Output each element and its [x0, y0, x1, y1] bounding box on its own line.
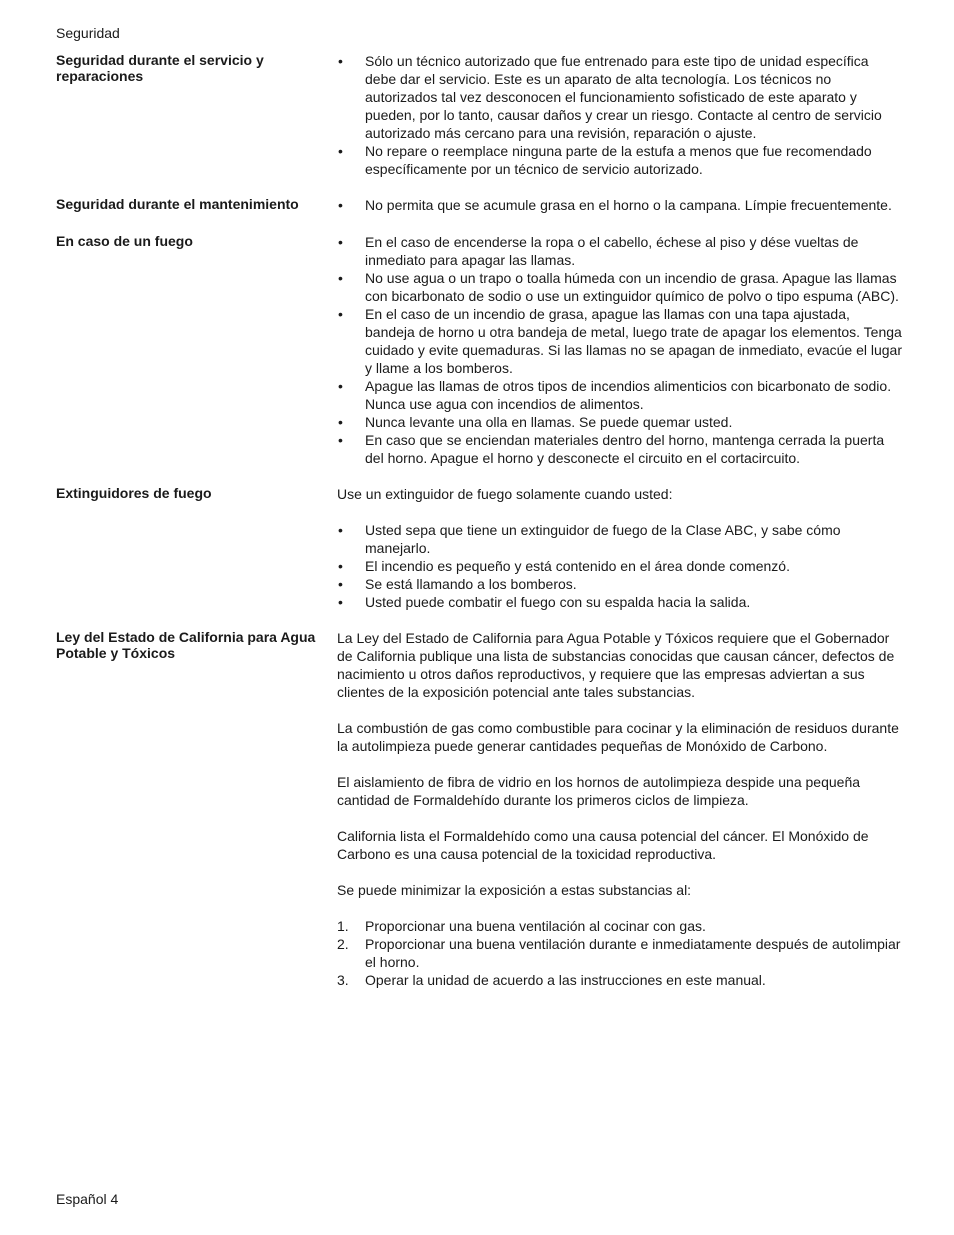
- section-title: Seguridad durante el servicio y reparaciones: [56, 52, 264, 84]
- section-title: Seguridad durante el mantenimiento: [56, 196, 299, 212]
- list-item: 3. Operar la unidad de acuerdo a las instrucciones en este manual.: [337, 972, 766, 988]
- list-item: • Se está llamando a los bomberos.: [338, 576, 577, 592]
- list-item: 2. Proporcionar una buena ventilación durante e inmediatamente después de autolimpiar el horno.: [337, 936, 901, 970]
- bullet-list: [337, 52, 902, 178]
- section-maintenance-safety: [56, 196, 902, 214]
- section-title: En caso de un fuego: [56, 233, 193, 249]
- section-in-case-of-fire: [56, 233, 902, 467]
- list-item: • Sólo un técnico autorizado que fue entrenado para este tipo de unidad específica debe dar el servicio. Este es un aparato de alta tecnología. Los técnicos no autorizados tal vez desconocen el funcionamiento sofisticado de este aparato y pueden, por lo tanto, causar daños y crear un riesgo. Contacte al centro de servicio autorizado más cercano para una revisión, reparación o ajuste.: [338, 53, 882, 141]
- section-title: Ley del Estado de California para Agua Potable y Tóxicos: [56, 629, 316, 661]
- paragraph: Se puede minimizar la exposición a estas substancias al:: [337, 882, 692, 898]
- section-service-safety: [56, 52, 902, 178]
- bullet-icon: •: [338, 234, 343, 250]
- list-item: • No repare o reemplace ninguna parte de la estufa a menos que fue recomendado específicamente por un técnico de servicio autorizado.: [338, 143, 872, 177]
- step-number: 2.: [337, 936, 349, 952]
- section-fire-extinguishers: [56, 485, 902, 611]
- paragraph: California lista el Formaldehído como una causa potencial del cáncer. El Monóxido de Carbono es una causa potencial de la toxicidad reproductiva.: [337, 828, 869, 862]
- numbered-list: [337, 917, 902, 989]
- bullet-icon: •: [338, 576, 343, 592]
- section-body: [337, 52, 902, 178]
- page-footer: Español 4: [56, 1191, 119, 1207]
- bullet-icon: •: [338, 432, 343, 448]
- list-item: • Apague las llamas de otros tipos de incendios alimenticios con bicarbonato de sodio. Nunca use agua con incendios de alimentos.: [338, 378, 892, 412]
- bullet-icon: •: [338, 522, 343, 538]
- bullet-icon: •: [338, 558, 343, 574]
- bullet-icon: •: [338, 270, 343, 286]
- bullet-list: [337, 233, 902, 467]
- bullet-icon: •: [338, 53, 343, 69]
- list-item: • Usted sepa que tiene un extinguidor de fuego de la Clase ABC, y sabe cómo manejarlo.: [338, 522, 841, 556]
- bullet-icon: •: [338, 143, 343, 159]
- paragraph: La combustión de gas como combustible para cocinar y la eliminación de residuos durante la autolimpieza puede generar cantidades pequeñas de Monóxido de Carbono.: [337, 720, 899, 754]
- step-number: 3.: [337, 972, 349, 988]
- intro-paragraph: Use un extinguidor de fuego solamente cuando usted:: [337, 486, 673, 502]
- list-item: 1. Proporcionar una buena ventilación al cocinar con gas.: [337, 918, 706, 934]
- section-california-law: [56, 629, 902, 989]
- list-item: • No use agua o un trapo o toalla húmeda con un incendio de grasa. Apague las llamas con bicarbonato de sodio o use un extinguidor químico de polvo o tipo espuma (ABC).: [338, 270, 899, 304]
- bullet-icon: •: [338, 414, 343, 430]
- bullet-icon: •: [338, 306, 343, 322]
- list-item: • En caso que se enciendan materiales dentro del horno, mantenga cerrada la puerta del horno. Apague el horno y desconecte el circuito en el cortacircuito.: [338, 432, 885, 466]
- bullet-list: [337, 521, 902, 611]
- paragraph: La Ley del Estado de California para Agua Potable y Tóxicos requiere que el Gobernador de California publique una lista de substancias conocidas que causan cáncer, defectos de nacimiento u otros daños reproductivos, y requiere que las empresas adviertan a sus clientes de la exposición potencial ante tales substancias.: [337, 630, 895, 700]
- document-body: [56, 52, 902, 989]
- bullet-icon: •: [338, 378, 343, 394]
- list-item: • Usted puede combatir el fuego con su espalda hacia la salida.: [338, 594, 751, 610]
- list-item: • El incendio es pequeño y está contenido en el área donde comenzó.: [338, 558, 790, 574]
- bullet-icon: •: [338, 197, 343, 213]
- step-number: 1.: [337, 918, 349, 934]
- bullet-list: [337, 196, 902, 214]
- section-body: [337, 629, 902, 989]
- section-body: [337, 485, 902, 611]
- section-body: [337, 196, 902, 214]
- section-title: Extinguidores de fuego: [56, 485, 212, 501]
- list-item: • No permita que se acumule grasa en el horno o la campana. Límpie frecuentemente.: [338, 197, 892, 213]
- list-item: • En el caso de un incendio de grasa, apague las llamas con una tapa ajustada, bandeja de horno u otra bandeja de metal, luego trate de apagar los elementos. Tenga cuidado y evite quemaduras. Si las llamas no se apagan de inmediato, evacúe el lugar y llame a los bomberos.: [338, 306, 902, 376]
- list-item: • En el caso de encenderse la ropa o el cabello, échese al piso y dése vueltas de inmediato para apagar las llamas.: [338, 234, 859, 268]
- list-item: • Nunca levante una olla en llamas. Se puede quemar usted.: [338, 414, 733, 430]
- paragraph: El aislamiento de fibra de vidrio en los hornos de autolimpieza despide una pequeña cantidad de Formaldehído durante los primeros ciclos de limpieza.: [337, 774, 861, 808]
- running-head: Seguridad: [56, 25, 120, 41]
- bullet-icon: •: [338, 594, 343, 610]
- section-body: [337, 233, 902, 467]
